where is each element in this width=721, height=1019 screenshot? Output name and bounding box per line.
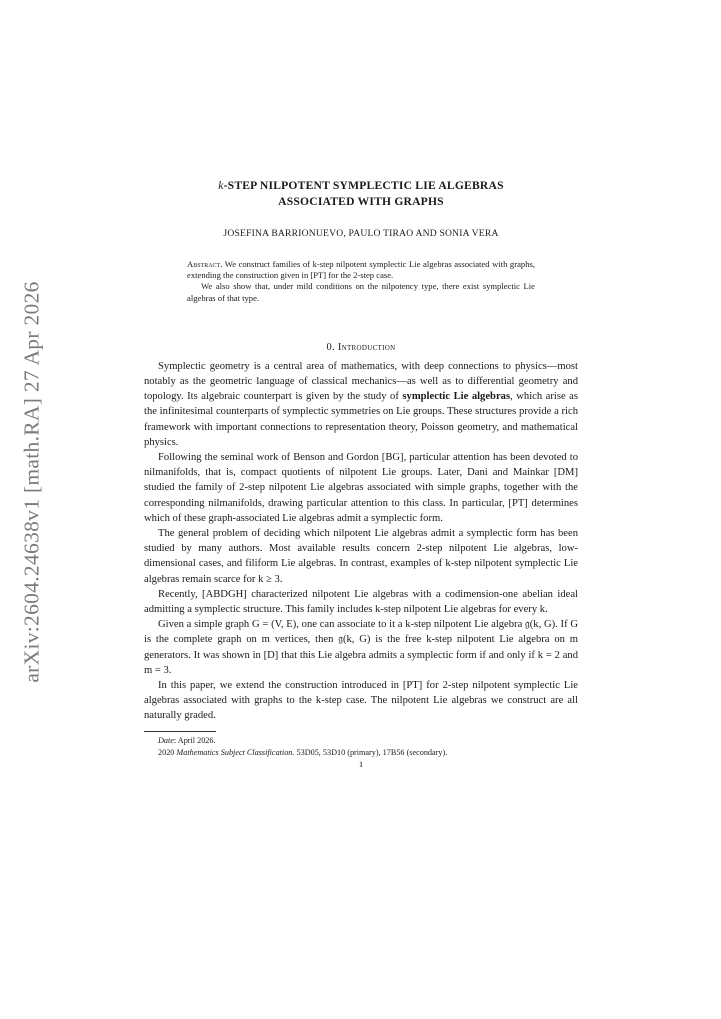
arxiv-stamp [18, 282, 46, 682]
paragraph: Given a simple graph G = (V, E), one can associate to it a k-step nilpotent Lie algebra 𝔤(k, G). If G is the complete graph on m vertices, then 𝔤(k, G) is the free k-step nilpotent Lie algebra on m generators. It was shown in [D] that this Lie algebra admits a symplectic form if and only if k = 2 and m = 3. [144, 619, 578, 676]
abstract-label: Abstract. [187, 259, 223, 269]
paragraph: Following the seminal work of Benson and Gordon [BG], particular attention has been devoted to nilmanifolds, that is, compact quotients of nilpotent Lie groups. Later, Dani and Mainkar [DM] studied the family of 2-step nilpotent Lie algebras associated with simple graphs, together with the corresponding nilmanifolds, drawing particular attention to this class. In particular, [PT] determines which of these graph-associated Lie algebras admit a symplectic form. [144, 452, 578, 524]
footnote-msc: 2020 Mathematics Subject Classification. 53D05, 53D10 (primary), 17B56 (secondary). [158, 747, 448, 757]
footnotes [144, 731, 578, 769]
arxiv-id: arXiv:2604.24638v1 [math.RA] 27 Apr 2026 [19, 281, 44, 683]
paragraph: Symplectic geometry is a central area of mathematics, with deep connections to physics—most notably as the geometric language of classical mechanics—as well as to differential geometry and topology. Its algebraic counterpart is given by the study of symplectic Lie algebras, which arise as the infinitesimal counterparts of symplectic symmetries on Lie groups. These structures provide a rich framework with important connections to representation theory, Poisson geometry, and mathematical physics. [144, 360, 578, 448]
paragraph: Recently, [ABDGH] characterized nilpotent Lie algebras with a codimension-one abelian ideal admitting a symplectic structure. This family includes k-step nilpotent Lie algebras for every k. [144, 588, 578, 616]
page-number: 1 [358, 759, 364, 770]
abstract: Abstract. We construct families of k-step nilpotent symplectic Lie algebras associated with graphs, extending the construction given in [PT] for the 2-step case. We also show that, under mild conditions on the nilpotency type, there exist symplectic Lie algebras of that type. [187, 259, 535, 303]
footnote-date: Date: April 2026. [158, 735, 216, 745]
paragraph: The general problem of deciding which nilpotent Lie algebras admit a symplectic form has been studied by many authors. Most available results concern 2-step nilpotent Lie algebras, low-dimensional cases, and filiform Lie algebras. In contrast, examples of k-step nilpotent symplectic Lie algebras remain scarce for k ≥ 3. [144, 528, 578, 585]
footnote-rule [144, 731, 216, 732]
section-heading: 0. Introduction [326, 341, 396, 353]
authors: JOSEFINA BARRIONUEVO, PAULO TIRAO AND SONIA VERA [223, 228, 499, 239]
paper-title: k-STEP NILPOTENT SYMPLECTIC LIE ALGEBRAS ASSOCIATED WITH GRAPHS [218, 179, 504, 208]
paragraph: In this paper, we extend the construction introduced in [PT] for 2-step nilpotent symplectic Lie algebras associated with graphs to the k-step case. The nilpotent Lie algebras we construct are all naturally graded. [144, 680, 578, 722]
paper-page [144, 178, 578, 769]
body-text [144, 359, 578, 724]
